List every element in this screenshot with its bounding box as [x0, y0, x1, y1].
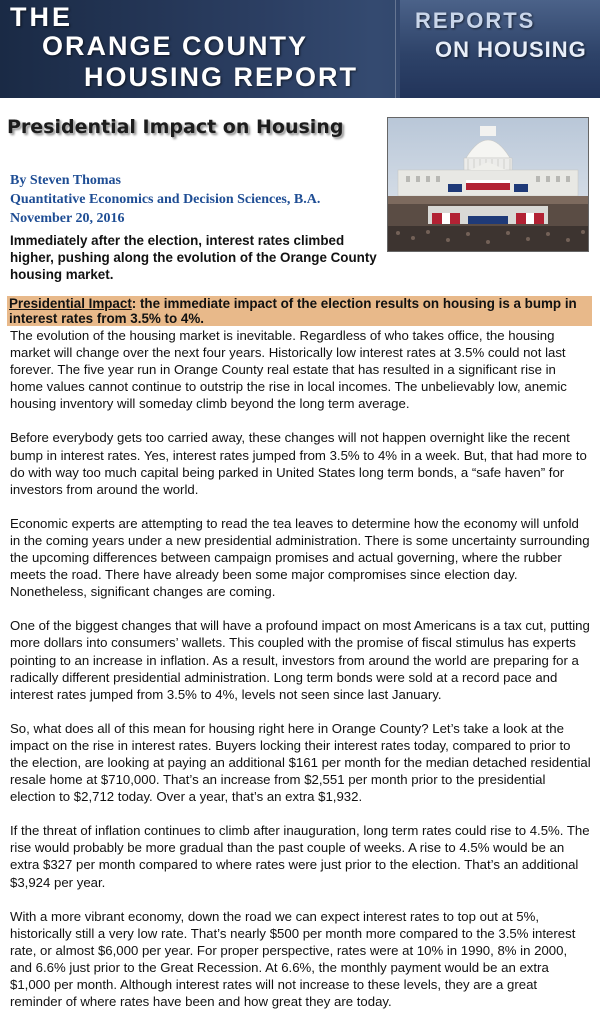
body-paragraph-3: Economic experts are attempting to read the tea leaves to determine how the economy will unfold in the coming years under a new presidential administration. There is some uncertainty surrounding the upcoming differences between campaign promises and actual governing, where the rubber meets the road. There have already been some major compromises since election day. Nonetheless, significant changes are coming.	[10, 515, 590, 600]
banner-reports-line-2: ON HOUSING	[435, 37, 587, 62]
presidential-impact-callout	[7, 296, 592, 326]
banner-title-line-2: ORANGE COUNTY	[42, 31, 309, 61]
article-intro: Immediately after the election, interest rates climbed higher, pushing along the evolution of the Orange County housing market.	[10, 233, 377, 282]
publish-date: November 20, 2016	[10, 211, 125, 226]
body-paragraph-6: If the threat of inflation continues to climb after inauguration, long term rates could rise to 4.5%. The rise would probably be more gradual than the past couple of weeks. A rise to 4.5% would be an extra $327 per month compared to where rates were just prior to the election. That’s an additional $3,924 per year.	[10, 823, 590, 890]
capitol-inauguration-photo	[387, 117, 589, 252]
banner-reports-line-1: REPORTS	[415, 8, 536, 33]
body-paragraph-4: One of the biggest changes that will have a profound impact on most Americans is a tax cut, putting more dollars into consumers’ wallets. This coupled with the promise of fiscal stimulus has experts pointing to an increase in inflation. As a result, investors from around the world are preparing for a radically different presidential administration. Long term bonds were sold at a record pace and interest rates jumped from 3.5% to 4%, levels not seen since last January.	[10, 618, 590, 702]
callout-lead: Presidential Impact	[9, 296, 132, 311]
body-paragraph-1: The evolution of the housing market is inevitable. Regardless of who takes office, the housing market will change over the next four years. Historically low interest rates at 3.5% could not last forever. The five year run in Orange County real estate that has resulted in a significant rise in home values cannot continue to outstrip the rise in local incomes. The unbelievably low, anemic housing inventory will someday climb beyond the long term average.	[10, 328, 567, 412]
author-name: By Steven Thomas	[10, 173, 121, 188]
body-paragraph-5: So, what does all of this mean for housing right here in Orange County? Let’s take a look at the impact on the rise in interest rates. Buyers locking their interest rates today, compared to prior to the election, are looking at paying an additional $161 per month for the median detached residential resale home at $710,000. That’s an increase from $2,551 per month prior to the presidential election to $2,712 today. Over a year, that’s an extra $1,932.	[10, 720, 591, 805]
article-headline: Presidential Impact on Housing	[7, 116, 344, 138]
byline	[10, 171, 380, 228]
author-credentials: Quantitative Economics and Decision Sciences, B.A.	[10, 192, 321, 207]
report-banner	[0, 0, 600, 98]
banner-title-line-1: THE	[10, 2, 73, 32]
banner-title-line-3: HOUSING REPORT	[84, 62, 359, 92]
body-paragraph-7: With a more vibrant economy, down the road we can expect interest rates to top out at 5%, historically still a very low rate. That’s nearly $500 per month more compared to the 3.5% interest rate, or almost $6,000 per year. For proper perspective, rates were at 10% in 1990, 8% in 2000, and 6.6% just prior to the Great Recession. At 6.6%, the monthly payment would be an extra $1,000 per month. Although interest rates will not increase to these levels, they are a great reminder of where rates have been and how great they are today.	[10, 908, 576, 1010]
callout-text: : the immediate impact of the election results on housing is a bump in interest rates from 3.5% to 4%.	[9, 296, 577, 326]
article-body	[10, 327, 592, 1027]
body-paragraph-2: Before everybody gets too carried away, these changes will not happen overnight like the recent bump in interest rates. Yes, interest rates jumped from 3.5% to 4% in a week. But, that had more to do with way too much capital being parked in United States long term bonds, a “safe haven” for investors from around the world.	[10, 430, 587, 497]
